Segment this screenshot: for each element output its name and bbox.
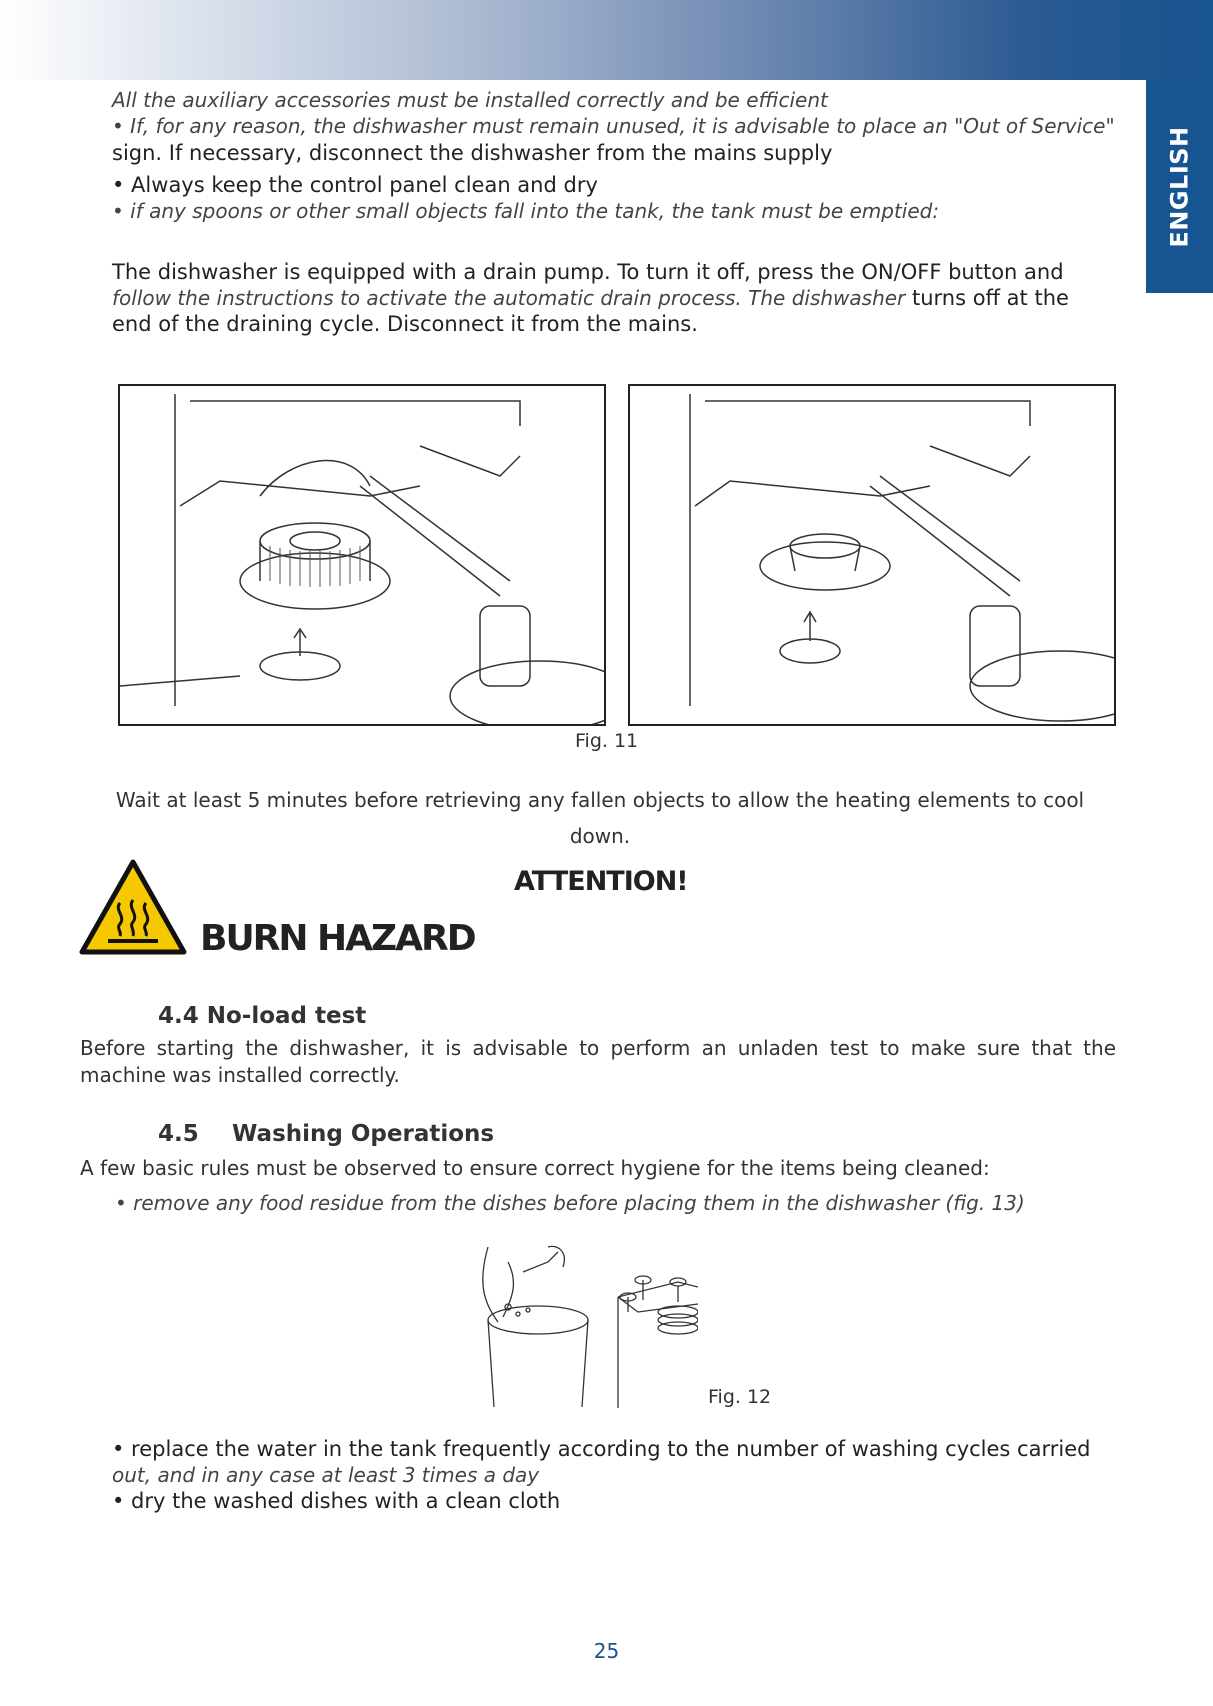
intro-line-3: sign. If necessary, disconnect the dishwasher from the mains supply [112,141,833,165]
drain-line-3: end of the draining cycle. Disconnect it from the mains. [112,312,698,336]
intro-line-1: All the auxiliary accessories must be installed correctly and be efficient [112,88,828,112]
burn-hazard-label: BURN HAZARD [200,918,475,959]
filter-removal-drawing [120,386,604,724]
intro-line-4: • Always keep the control panel clean and dry [112,173,598,197]
fig12-illustration [478,1242,698,1408]
section-4-4-body: Before starting the dishwasher, it is advisable to perform an unladen test to make sure that the machine was installed correctly. [80,1036,1116,1087]
fig11-left-illustration [118,384,606,726]
language-tab [1146,80,1213,293]
section-4-5-body: A few basic rules must be observed to ensure correct hygiene for the items being cleaned: [80,1156,990,1180]
language-tab-label: ENGLISH [1165,125,1194,248]
drain-line-1: The dishwasher is equipped with a drain pump. To turn it off, press the ON/OFF button and [112,260,1064,284]
drain-line-2-italic: follow the instructions to activate the automatic drain process. The dishwasher [112,286,906,310]
attention-heading: ATTENTION! [514,866,688,897]
fig11-caption: Fig. 11 [575,730,639,752]
filter-reinsertion-drawing [630,386,1114,724]
drain-line-2-rest: turns off at the [905,286,1069,310]
section-4-5-number: 4.5 [158,1121,199,1147]
section-4-4-heading: 4.4 No-load test [158,1003,367,1029]
wait-note-line-1: Wait at least 5 minutes before retrieving any fallen objects to allow the heating elements to cool [115,788,1085,812]
header-gradient-bar [0,0,1213,80]
drain-line-2 [112,285,1069,311]
section-4-5-bullet-1: • remove any food residue from the dishes before placing them in the dishwasher (fig. 13) [115,1191,1025,1215]
fig11-right-illustration [628,384,1116,726]
intro-line-5: • if any spoons or other small objects fall into the tank, the tank must be emptied: [112,199,940,223]
hot-surface-warning-icon [78,858,188,956]
page-number: 25 [593,1639,620,1663]
fig12-caption: Fig. 12 [708,1386,772,1408]
wait-note-line-2: down. [569,824,631,848]
closing-line-1: • replace the water in the tank frequently according to the number of washing cycles carried [112,1437,1091,1461]
intro-line-2: • If, for any reason, the dishwasher must remain unused, it is advisable to place an "Out of Service" [112,114,1115,138]
closing-line-2: out, and in any case at least 3 times a day [112,1463,540,1487]
section-4-5-heading: Washing Operations [232,1121,495,1147]
closing-line-3: • dry the washed dishes with a clean cloth [112,1489,561,1513]
